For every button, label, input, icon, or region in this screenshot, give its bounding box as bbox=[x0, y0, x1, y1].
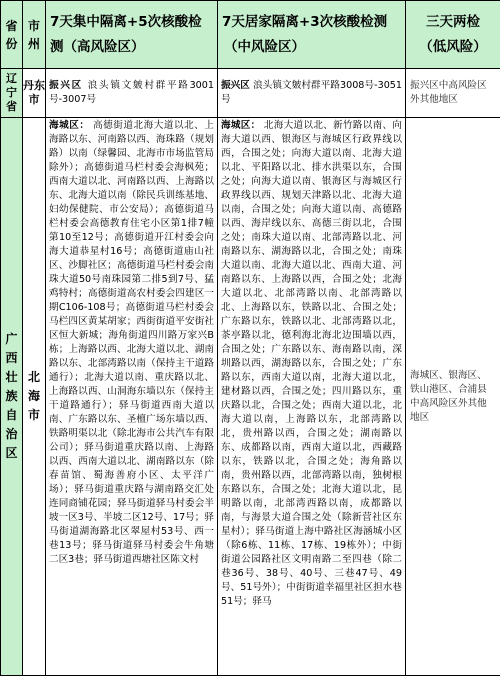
city-header: 市州 bbox=[23, 1, 46, 69]
city-cell: 丹东市 bbox=[23, 69, 46, 118]
province-cell: 广西壮族自治区 bbox=[1, 118, 23, 676]
mid-risk-text: 北海大道以北、新竹路以南、向海大道以西、银海区与海城区行政界线以西，合围之处；向海大道以南、北海大道以北、平阳路以北、排水洪渠以东，合围之处；向海大道以南、银海区与海城区行政界线以西、规划天津路以北、北海大道以南，合围之处；向海大道以南、高德路以西、海岸线以东、高德三街以北，合围之处；南珠大道以南、北部湾路以北、河南路以东、湖海路以北，合围之处；南珠大道以南、北海大道以北、西南大道、河南路以东、上海路以西，合围之处；北海大道以北、北部湾路以南、北部湾路以北、上海路以东，铁路以北、合围之处；广东路以东，铁路以北、北部湾路以北，茶亭路以北，德利海北海北边围墙以西，合围之处；广东路以东、海南路以南，深圳路以西，湖海路以东，合围之处；广东路以东，西南大道以南，北海大道以北，建材路以西，合围之处；四川路以东，重庆路以北，合围之处；西南大道以北，北海大道以南，上海路以东，北部湾路以北，贵州路以西，合围之处；湖南路以东、成都路以南，西南大道以北，西藏路以东，铁路以北，合围之处；海角路以南，贵州路以西，北部湾路以南，独树根东路以东，合围之处；北海大道以北，昆明路以南，北部湾西路以南，成都路以南，与海景大道合围之处（除新营社区东星村）；驿马街道上海中路社区海涵城小区（除6栋、11栋、17栋、19栋外）；中街街道公园路社区文明南路二至四巷（除二巷36号、38号、40号、三巷47号、49号、51号外）；中街街道幸福里社区担水巷51号；驿马 bbox=[221, 120, 402, 607]
low-risk-header-line1: 三天两检 bbox=[426, 13, 480, 30]
mid-risk-district: 海城区： bbox=[221, 120, 261, 131]
mid-risk-header-line1: 7天居家隔离+3次核酸检测 bbox=[222, 13, 388, 30]
high-risk-cell bbox=[46, 69, 218, 118]
high-risk-cell bbox=[46, 118, 218, 676]
low-risk-header-line2: （低风险） bbox=[419, 38, 487, 55]
high-risk-text: 高德街道北海大道以北、上海路以东、河南路以西、海珠路（规划路）以南（绿馨园、北海市市场监管局除外）；高德街道马栏村委会海枫苑；西南大道以北、河南路以西、上海路以东、北海大道以南（除民兵训练基地、妇幼保健院、市公安局）；高德街道马栏村委会高德教育住宅小区第1排7幢第10至12号；高德街道开江村委会向海大道恭星村16号；高德街道庙山社区、沙脚社区；高德街道马栏村委会南珠大道50号南珠园第二排5到7号、猛鸡特村；高德街道高农村委会四建区一期C106-108号；高德街道马栏村委会马栏四区黄某胡家；西街街道平安街社区恒大新城；海角街道四川路万家兴B栋；上海路以西、北海大道以北、湖南路以东、北部湾路以南（保持主干道路通行）；北海大道以南、重庆路以北、上海路以西、山洞海东墙以东（保持主干道路通行）；驿马街道西南大道以南、广东路以东、圣檀广场东墙以西、铁路明渠以北（除北海市公共汽车有限公司）；驿马街道重庆路以南、上海路以西、西南大道以北、湖南路以东（除春苗馆、蜀海善府小区、太平洋广场）；驿马街道重庆路与湖南路交汇处连同商铺花园；驿马街道驿马村委会半坡一区3号、半坡二区12号、17号；驿马街道湖海路北区翠屋村53号、西一巷13号；驿马街道驿马村委会牛角塘二区3巷；驿马街道西塘社区陈文村 bbox=[49, 120, 214, 565]
mid-risk-district: 振兴区 bbox=[221, 80, 250, 91]
high-risk-header bbox=[46, 1, 218, 69]
table-row bbox=[1, 69, 500, 118]
city-cell: 北海市 bbox=[23, 118, 46, 676]
province-cell: 辽宁省 bbox=[1, 69, 23, 118]
low-risk-cell: 振兴区中高风险区外其他地区 bbox=[406, 69, 500, 118]
high-risk-header-line2: 测（高风险区） bbox=[50, 38, 145, 55]
mid-risk-cell bbox=[218, 118, 406, 676]
high-risk-text: 浪头镇文皴村群平路3001号-3007号 bbox=[49, 80, 214, 105]
high-risk-district: 海城区： bbox=[49, 120, 90, 131]
low-risk-cell: 海城区、银海区、铁山港区、合浦县中高风险区外其他地区 bbox=[406, 118, 500, 676]
mid-risk-cell bbox=[218, 69, 406, 118]
mid-risk-header bbox=[218, 1, 406, 69]
high-risk-district: 振兴区 bbox=[49, 80, 83, 91]
high-risk-header-line1: 7天集中隔离+5次核酸检 bbox=[50, 13, 202, 30]
mid-risk-text: 浪头镇文皴村群平路3008号-3051号 bbox=[221, 80, 402, 105]
province-header: 省份 bbox=[1, 1, 23, 69]
mid-risk-header-line2: （中风险区） bbox=[224, 38, 305, 55]
header-row bbox=[1, 1, 500, 69]
table-row bbox=[1, 118, 500, 676]
low-risk-header bbox=[406, 1, 500, 69]
